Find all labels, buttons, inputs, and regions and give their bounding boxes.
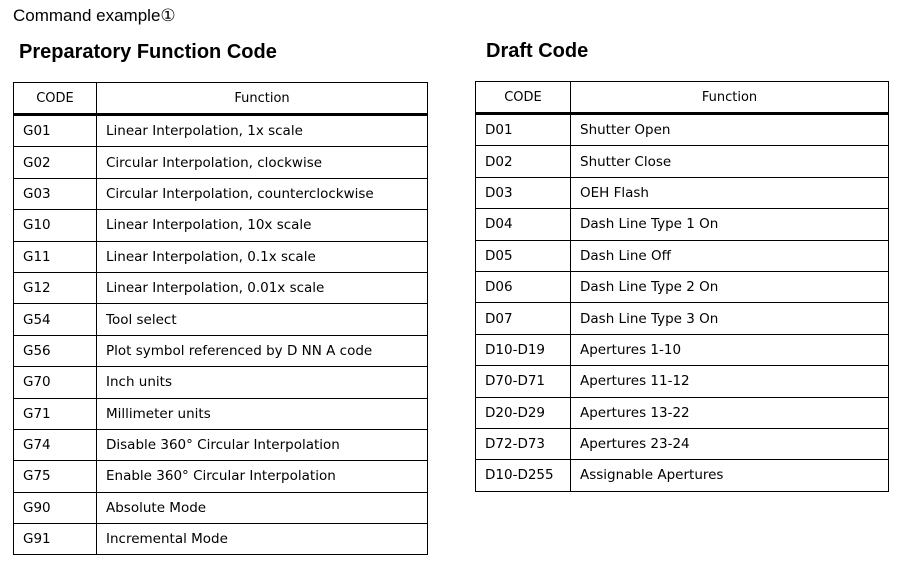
table-row (14, 429, 428, 460)
table-row (476, 177, 889, 208)
function-cell: Shutter Close (571, 146, 889, 177)
code-cell: D07 (476, 303, 571, 334)
function-cell: Circular Interpolation, clockwise (97, 147, 428, 178)
code-cell: D20-D29 (476, 397, 571, 428)
function-cell: Circular Interpolation, counterclockwise (97, 178, 428, 209)
code-cell: D05 (476, 240, 571, 271)
function-cell: Tool select (97, 304, 428, 335)
code-cell: G56 (14, 335, 97, 366)
table-row (14, 147, 428, 178)
table-row (476, 114, 889, 146)
table-row (14, 178, 428, 209)
table-row (476, 366, 889, 397)
function-cell: Dash Line Type 2 On (571, 271, 889, 302)
code-cell: G01 (14, 115, 97, 147)
code-cell: G03 (14, 178, 97, 209)
command-example-caption: Command example① (13, 6, 176, 25)
code-cell: D70-D71 (476, 366, 571, 397)
table-row (14, 335, 428, 366)
draft-code-rows (476, 114, 889, 492)
table-row (476, 146, 889, 177)
code-cell: D01 (476, 114, 571, 146)
table-row (14, 398, 428, 429)
table-row (14, 367, 428, 398)
function-cell: Absolute Mode (97, 492, 428, 523)
code-cell: D03 (476, 177, 571, 208)
table-row (14, 241, 428, 272)
function-cell: OEH Flash (571, 177, 889, 208)
function-cell: Enable 360° Circular Interpolation (97, 461, 428, 492)
table-row (476, 303, 889, 334)
draft-code-table (475, 81, 889, 492)
code-cell: G70 (14, 367, 97, 398)
code-cell: G12 (14, 272, 97, 303)
table-row (476, 460, 889, 491)
code-cell: G75 (14, 461, 97, 492)
table-row (14, 304, 428, 335)
function-cell: Disable 360° Circular Interpolation (97, 429, 428, 460)
table-row (14, 492, 428, 523)
function-cell: Apertures 11-12 (571, 366, 889, 397)
code-cell: G74 (14, 429, 97, 460)
function-cell: Linear Interpolation, 0.01x scale (97, 272, 428, 303)
code-cell: D02 (476, 146, 571, 177)
code-cell: D10-D255 (476, 460, 571, 491)
table-row (14, 461, 428, 492)
code-cell: G11 (14, 241, 97, 272)
table-row (14, 524, 428, 555)
code-column-header: CODE (14, 83, 97, 115)
function-cell: Shutter Open (571, 114, 889, 146)
preparatory-function-title: Preparatory Function Code (19, 41, 277, 63)
function-column-header: Function (571, 82, 889, 114)
table-header-row (14, 83, 428, 115)
code-cell: G90 (14, 492, 97, 523)
preparatory-function-rows (14, 115, 428, 555)
code-cell: G10 (14, 210, 97, 241)
preparatory-function-table (13, 82, 428, 555)
function-cell: Dash Line Off (571, 240, 889, 271)
table-row (476, 209, 889, 240)
function-cell: Apertures 1-10 (571, 334, 889, 365)
draft-code-title: Draft Code (486, 40, 589, 62)
function-cell: Millimeter units (97, 398, 428, 429)
code-cell: D04 (476, 209, 571, 240)
code-cell: G02 (14, 147, 97, 178)
table-row (476, 397, 889, 428)
code-cell: G71 (14, 398, 97, 429)
table-row (476, 240, 889, 271)
code-cell: D06 (476, 271, 571, 302)
function-cell: Plot symbol referenced by D NN A code (97, 335, 428, 366)
function-cell: Dash Line Type 3 On (571, 303, 889, 334)
function-cell: Apertures 13-22 (571, 397, 889, 428)
table-row (476, 334, 889, 365)
function-cell: Incremental Mode (97, 524, 428, 555)
table-header-row (476, 82, 889, 114)
function-cell: Linear Interpolation, 1x scale (97, 115, 428, 147)
code-cell: D10-D19 (476, 334, 571, 365)
function-cell: Linear Interpolation, 0.1x scale (97, 241, 428, 272)
table-row (14, 272, 428, 303)
table-row (14, 210, 428, 241)
function-cell: Apertures 23-24 (571, 428, 889, 459)
function-cell: Inch units (97, 367, 428, 398)
function-cell: Linear Interpolation, 10x scale (97, 210, 428, 241)
table-row (476, 428, 889, 459)
code-cell: G91 (14, 524, 97, 555)
function-column-header: Function (97, 83, 428, 115)
code-cell: D72-D73 (476, 428, 571, 459)
table-row (14, 115, 428, 147)
code-cell: G54 (14, 304, 97, 335)
function-cell: Assignable Apertures (571, 460, 889, 491)
code-column-header: CODE (476, 82, 571, 114)
table-row (476, 271, 889, 302)
function-cell: Dash Line Type 1 On (571, 209, 889, 240)
